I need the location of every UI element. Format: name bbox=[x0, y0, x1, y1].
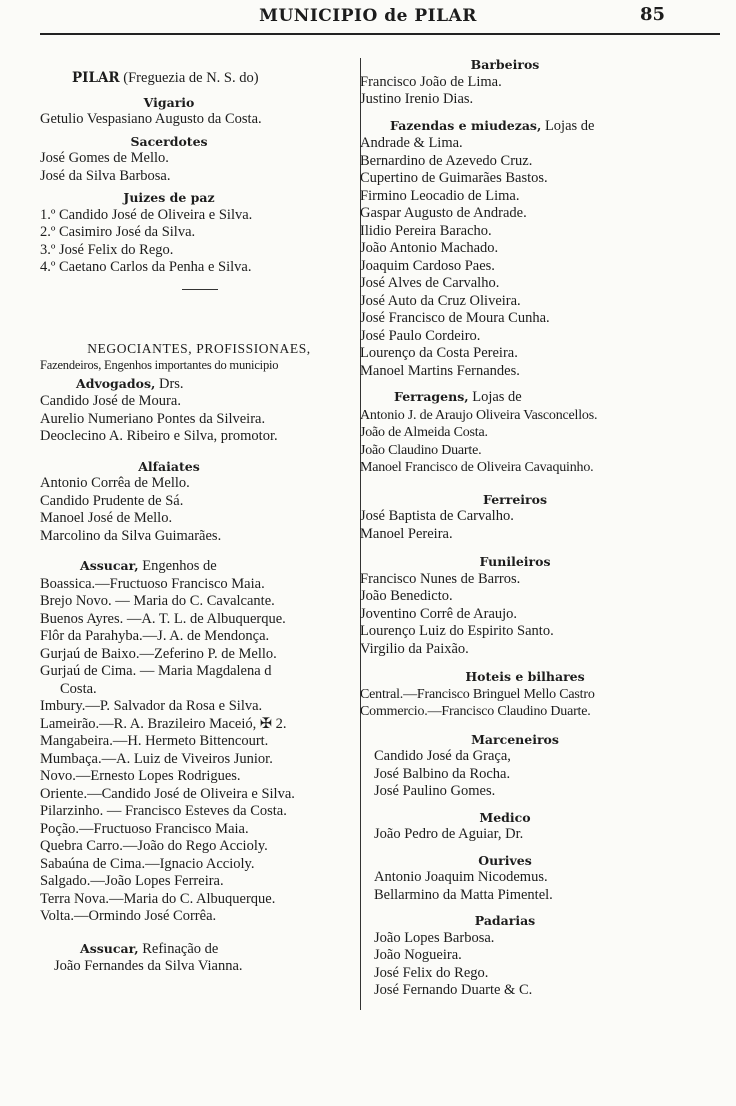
list-item: Terra Nova.—Maria do C. Albuquerque. bbox=[40, 890, 276, 907]
list-item: Deoclecino A. Ribeiro e Silva, promotor. bbox=[40, 428, 278, 444]
list-item: Ilidio Pereira Baracho. bbox=[360, 222, 492, 239]
list-item: Lourenço da Costa Pereira. bbox=[360, 345, 518, 361]
list-item: 3.º José Felix do Rego. bbox=[40, 241, 174, 258]
list-item: Sabaúna de Cima.—Ignacio Accioly. bbox=[40, 855, 255, 872]
section-heading-padarias: Padarias bbox=[474, 913, 536, 928]
list-item: Candido Prudente de Sá. bbox=[40, 492, 184, 509]
list-item: Imbury.—P. Salvador da Rosa e Silva. bbox=[40, 698, 263, 714]
list-item: Candido José de Moura. bbox=[40, 393, 181, 409]
list-item: Buenos Ayres. —A. T. L. de Albuquerque. bbox=[40, 610, 286, 627]
list-item: Candido José da Graça, bbox=[374, 748, 511, 764]
list-item: João de Almeida Costa. bbox=[360, 425, 488, 440]
list-item: Firmino Leocadio de Lima. bbox=[360, 187, 520, 204]
list-item: Novo.—Ernesto Lopes Rodrigues. bbox=[40, 768, 241, 784]
ferragens-label: Ferragens, bbox=[394, 389, 469, 404]
section-heading-fazendas bbox=[360, 117, 710, 136]
list-ourives bbox=[360, 869, 710, 904]
section-heading-refinacao bbox=[40, 940, 358, 959]
section-heading-barbeiros: Barbeiros bbox=[470, 57, 540, 72]
list-item: Aurelio Numeriano Pontes da Silveira. bbox=[40, 410, 266, 427]
list-engenhos bbox=[40, 576, 358, 926]
list-item: João Nogueira. bbox=[374, 947, 462, 963]
list-item: Commercio.—Francisco Claudino Duarte. bbox=[360, 704, 591, 719]
list-item: José Fernando Duarte & C. bbox=[374, 982, 533, 998]
section-heading-hoteis: Hoteis e bilhares bbox=[465, 669, 585, 684]
list-refinacao bbox=[40, 958, 358, 976]
section-separator bbox=[182, 289, 218, 290]
section-heading-ferreiros: Ferreiros bbox=[483, 491, 547, 507]
list-advogados bbox=[40, 393, 358, 446]
list-padarias bbox=[360, 930, 710, 1000]
list-item: Quebra Carro.—João do Rego Accioly. bbox=[40, 838, 268, 854]
list-item: Bellarmino da Matta Pimentel. bbox=[374, 886, 553, 903]
list-ferreiros bbox=[360, 508, 710, 543]
section-heading-vigario: Vigario bbox=[143, 94, 195, 110]
list-item: Mumbaça.—A. Luiz de Viveiros Junior. bbox=[40, 750, 273, 767]
advogados-label: Advogados, bbox=[76, 375, 156, 391]
list-item: José Paulino Gomes. bbox=[374, 783, 496, 799]
list-item: Gurjaú de Baixo.—Zeferino P. de Mello. bbox=[40, 645, 277, 662]
list-item: José Balbino da Rocha. bbox=[374, 765, 511, 782]
list-item: José Francisco de Moura Cunha. bbox=[360, 310, 550, 326]
list-item: João Pedro de Aguiar, Dr. bbox=[374, 826, 524, 842]
list-item: Cupertino de Guimarães Bastos. bbox=[360, 170, 548, 186]
list-item: 1.º Candido José de Oliveira e Silva. bbox=[40, 206, 253, 223]
section-heading-alfaiates: Alfaiates bbox=[138, 458, 200, 474]
list-alfaiates bbox=[40, 475, 358, 545]
left-column bbox=[40, 70, 358, 976]
list-item: Marcolino da Silva Guimarães. bbox=[40, 527, 222, 544]
list-barbeiros bbox=[360, 74, 710, 109]
list-item: Manoel Martins Fernandes. bbox=[360, 362, 520, 379]
list-juizes bbox=[40, 207, 358, 277]
list-item: Lourenço Luiz do Espirito Santo. bbox=[360, 623, 554, 639]
list-item: Brejo Novo. — Maria do C. Cavalcante. bbox=[40, 593, 275, 609]
section-heading-juizes: Juizes de paz bbox=[123, 190, 215, 205]
list-item: Francisco Nunes de Barros. bbox=[360, 570, 521, 587]
list-item: Antonio Corrêa de Mello. bbox=[40, 475, 190, 491]
section-heading-medico: Medico bbox=[479, 809, 531, 825]
list-sacerdotes bbox=[40, 150, 358, 185]
list-item: Poção.—Fructuoso Francisco Maia. bbox=[40, 820, 249, 837]
assucar-suffix: Engenhos de bbox=[138, 558, 217, 574]
list-ferragens bbox=[360, 407, 710, 477]
list-item: Mangabeira.—H. Hermeto Bittencourt. bbox=[40, 733, 269, 749]
list-item: Justino Irenio Dias. bbox=[360, 91, 474, 107]
list-item: Manoel José de Mello. bbox=[40, 510, 173, 526]
list-item: João Lopes Barbosa. bbox=[374, 929, 495, 946]
list-item: Pilarzinho. — Francisco Esteves da Costa. bbox=[40, 803, 287, 819]
list-item: José Baptista de Carvalho. bbox=[360, 508, 514, 524]
section-heading-sacerdotes: Sacerdotes bbox=[130, 133, 208, 149]
refinacao-label: Assucar, bbox=[80, 940, 139, 956]
list-item: Lameirão.—R. A. Brazileiro Maceió, ✠ 2. bbox=[40, 715, 287, 732]
list-item: Gurjaú de Cima. — Maria Magdalena d bbox=[40, 663, 272, 679]
list-hoteis bbox=[360, 686, 710, 721]
list-item: 4.º Caetano Carlos da Penha e Silva. bbox=[40, 259, 252, 275]
negociantes-subtitle: Fazendeiros, Engenhos importantes do municipio bbox=[40, 358, 279, 372]
list-item: 2.º Casimiro José da Silva. bbox=[40, 224, 196, 240]
section-heading-engenhos bbox=[40, 557, 358, 576]
parish-title: PILAR bbox=[72, 70, 120, 86]
list-item: João Benedicto. bbox=[360, 588, 453, 604]
list-item: Joventino Corrê de Araujo. bbox=[360, 605, 518, 622]
list-item: Gaspar Augusto de Andrade. bbox=[360, 205, 527, 221]
list-item: Virgilio da Paixão. bbox=[360, 640, 469, 657]
list-item: José da Silva Barbosa. bbox=[40, 167, 171, 184]
fazendas-suffix: Lojas de bbox=[541, 117, 595, 134]
list-item: Antonio Joaquim Nicodemus. bbox=[374, 869, 548, 885]
list-item: Manoel Pereira. bbox=[360, 525, 453, 542]
list-item: João Claudino Duarte. bbox=[360, 442, 482, 458]
list-item: Bernardino de Azevedo Cruz. bbox=[360, 152, 533, 169]
list-fazendas bbox=[360, 135, 710, 380]
list-marceneiros bbox=[360, 748, 710, 801]
list-item: João Fernandes da Silva Vianna. bbox=[54, 958, 243, 974]
list-item: José Auto da Cruz Oliveira. bbox=[360, 292, 521, 309]
section-heading-ourives: Ourives bbox=[478, 852, 532, 868]
section-heading-funileiros: Funileiros bbox=[479, 554, 551, 569]
list-item: José Felix do Rego. bbox=[374, 964, 489, 981]
negociantes-title: NEGOCIANTES, PROFISSIONAES, bbox=[87, 340, 311, 356]
page-header-title: MUNICIPIO de PILAR bbox=[259, 6, 477, 26]
section-heading-advogados bbox=[40, 375, 358, 394]
list-item: Antonio J. de Araujo Oliveira Vasconcellos. bbox=[360, 407, 598, 423]
list-item: Oriente.—Candido José de Oliveira e Silva. bbox=[40, 785, 295, 802]
assucar-label: Assucar, bbox=[80, 558, 139, 573]
list-item: José Alves de Carvalho. bbox=[360, 275, 500, 291]
section-heading-ferragens bbox=[360, 388, 710, 407]
header-rule bbox=[40, 33, 720, 35]
fazendas-label: Fazendas e miudezas, bbox=[390, 117, 542, 133]
right-column bbox=[360, 56, 710, 1000]
list-item: José Gomes de Mello. bbox=[40, 150, 169, 166]
list-item: Volta.—Ormindo José Corrêa. bbox=[40, 908, 217, 924]
parish-subtitle: (Freguezia de N. S. do) bbox=[119, 70, 259, 86]
list-item: Getulio Vespasiano Augusto da Costa. bbox=[40, 111, 262, 127]
page-number: 85 bbox=[640, 4, 666, 25]
list-medico bbox=[360, 826, 710, 844]
list-item: Andrade & Lima. bbox=[360, 135, 463, 151]
ferragens-suffix: Lojas de bbox=[468, 389, 522, 405]
list-vigario bbox=[40, 111, 358, 129]
list-item: Francisco João de Lima. bbox=[360, 73, 502, 90]
section-heading-marceneiros: Marceneiros bbox=[471, 731, 559, 747]
list-item: João Antonio Machado. bbox=[360, 240, 499, 256]
refinacao-suffix: Refinação de bbox=[138, 940, 219, 957]
list-item: Flôr da Parahyba.—J. A. de Mendonça. bbox=[40, 628, 270, 644]
list-item: Salgado.—João Lopes Ferreira. bbox=[40, 873, 224, 889]
list-item: Boassica.—Fructuoso Francisco Maia. bbox=[40, 575, 265, 592]
list-funileiros bbox=[360, 571, 710, 659]
advogados-suffix: Drs. bbox=[155, 375, 184, 392]
list-item: Joaquim Cardoso Paes. bbox=[360, 257, 495, 274]
list-item: Central.—Francisco Bringuel Mello Castro bbox=[360, 686, 595, 702]
list-item: José Paulo Cordeiro. bbox=[360, 327, 481, 344]
list-item: Manoel Francisco de Oliveira Cavaquinho. bbox=[360, 460, 594, 475]
list-item: Costa. bbox=[60, 680, 97, 697]
